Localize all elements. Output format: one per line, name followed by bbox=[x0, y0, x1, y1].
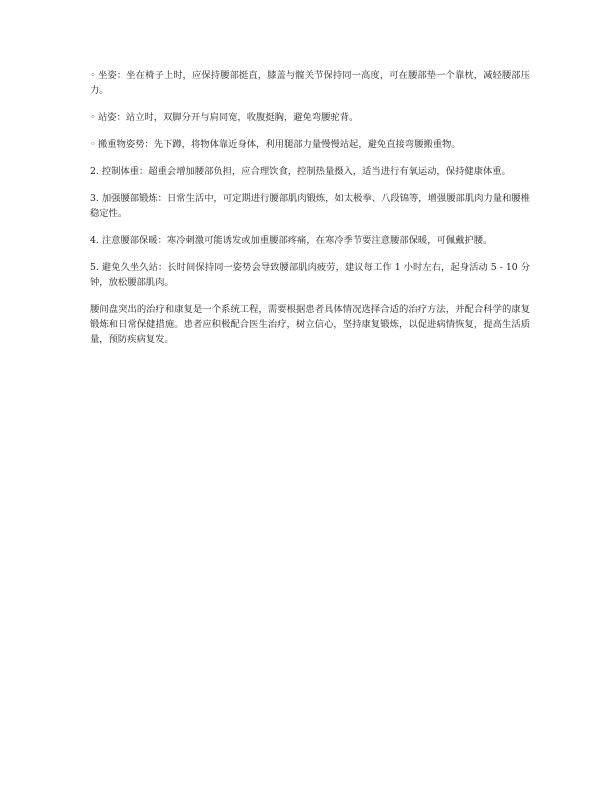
bullet-icon: ◦ bbox=[90, 139, 96, 150]
list-item-standing-posture bbox=[90, 110, 530, 125]
document-page bbox=[90, 68, 530, 359]
bullet-icon: ◦ bbox=[90, 112, 96, 123]
numbered-item-weight-control: 2. 控制体重：超重会增加腰部负担，应合理饮食，控制热量摄入，适当进行有氧运动，保持健康体重。 bbox=[90, 166, 511, 177]
list-item-sitting-posture bbox=[90, 68, 530, 98]
closing-paragraph: 腰间盘突出的治疗和康复是一个系统工程，需要根据患者具体情况选择合适的治疗方法，并配合科学的康复锻炼和日常保健措施。患者应积极配合医生治疗，树立信心，坚持康复锻炼，以促进病情恢复，提高生活质量，预防疾病复发。 bbox=[90, 304, 530, 345]
list-item-text: 搬重物姿势：先下蹲，将物体靠近身体，利用腿部力量慢慢站起，避免直接弯腰搬重物。 bbox=[98, 139, 461, 150]
list-item-text: 站姿：站立时，双脚分开与肩同宽，收腹挺胸，避免弯腰驼背。 bbox=[98, 112, 359, 123]
list-item-lifting-posture bbox=[90, 137, 530, 152]
bullet-icon: ◦ bbox=[90, 70, 96, 81]
numbered-item-avoid-prolonged-posture: 5. 避免久坐久站：长时间保持同一姿势会导致腰部肌肉疲劳，建议每工作 1 小时左右，起身活动 5 - 10 分钟，放松腰部肌肉。 bbox=[90, 262, 530, 288]
numbered-item-waist-exercise: 3. 加强腰部锻炼：日常生活中，可定期进行腰部肌肉锻炼，如太极拳、八段锦等，增强腰部肌肉力量和腰椎稳定性。 bbox=[90, 193, 530, 219]
list-item-text: 坐姿：坐在椅子上时，应保持腰部挺直，膝盖与髋关节保持同一高度，可在腰部垫一个靠枕，减轻腰部压力。 bbox=[90, 70, 530, 96]
numbered-item-keep-warm: 4. 注意腰部保暖：寒冷刺激可能诱发或加重腰部疼痛，在寒冷季节要注意腰部保暖，可佩戴护腰。 bbox=[90, 235, 493, 246]
